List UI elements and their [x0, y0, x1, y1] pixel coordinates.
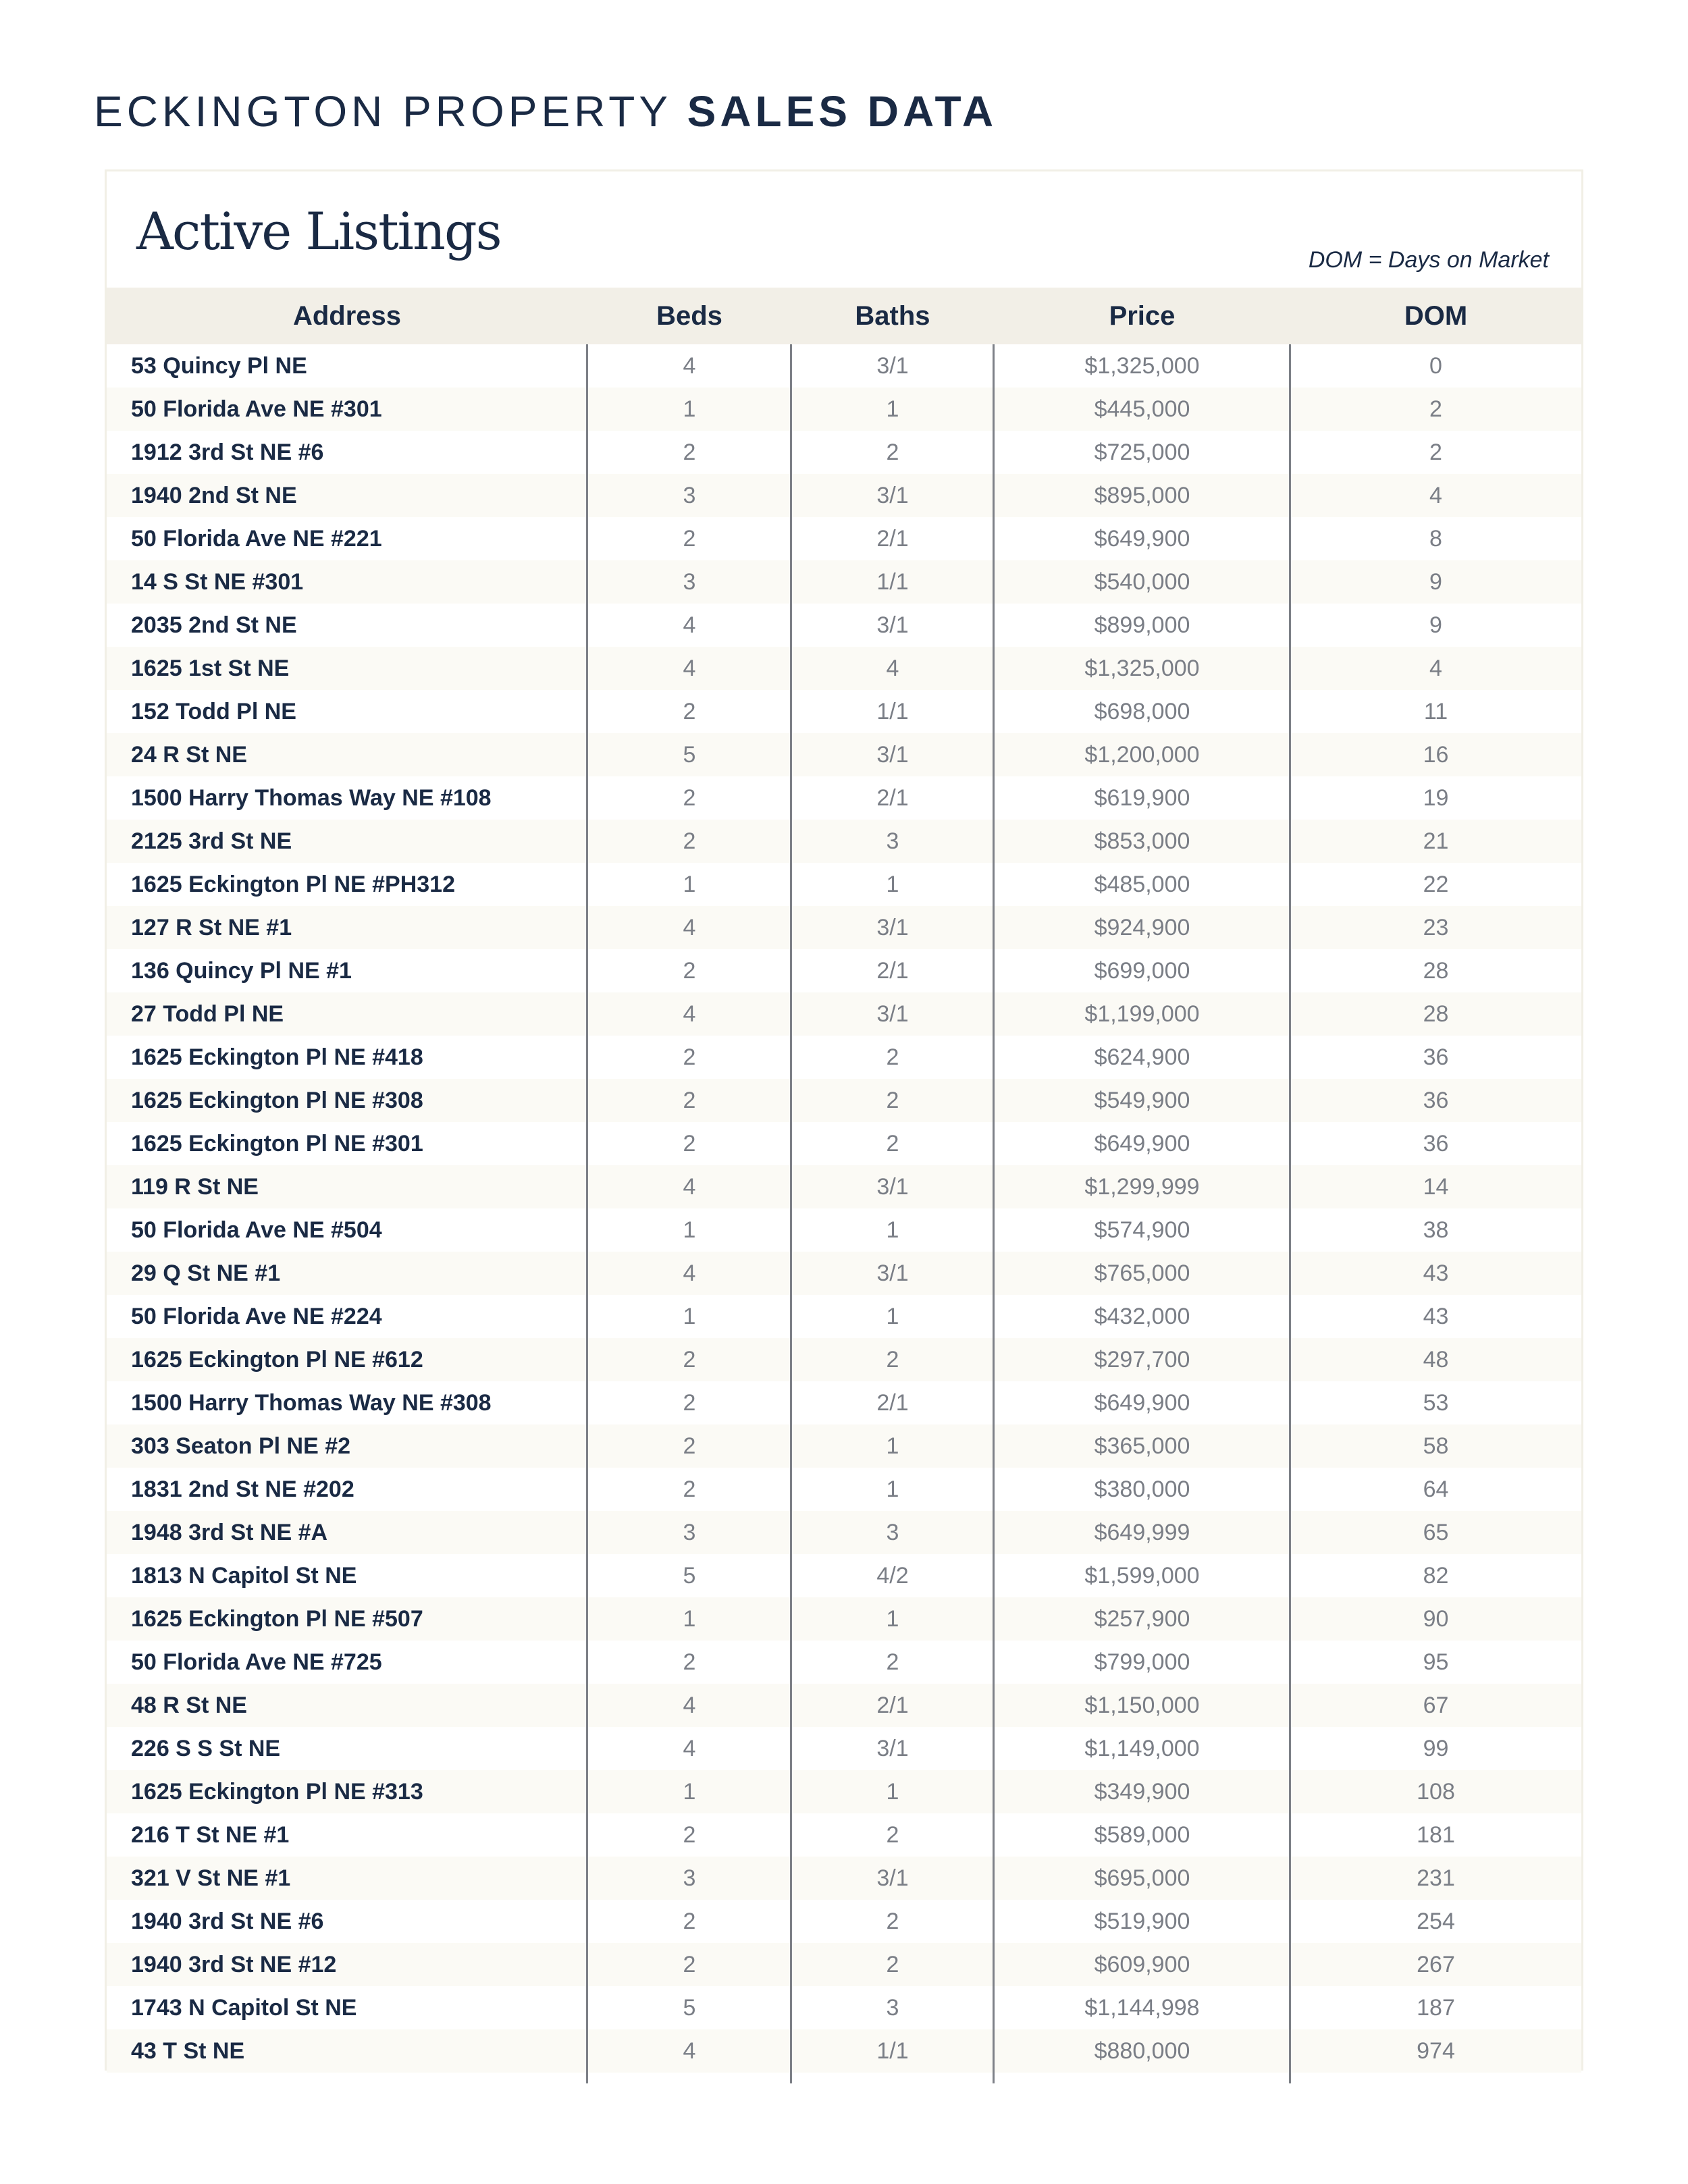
- beds-cell: 2: [683, 1131, 696, 1156]
- table-row: [107, 647, 1581, 690]
- column-divider: [586, 344, 588, 2083]
- baths-cell: 2: [886, 1952, 899, 1977]
- beds-cell: 4: [683, 1693, 696, 1718]
- address-cell: 152 Todd Pl NE: [131, 699, 296, 724]
- beds-cell: 2: [683, 785, 696, 811]
- baths-cell: 2: [886, 1347, 899, 1373]
- baths-cell: 1: [886, 872, 899, 897]
- baths-cell: 2: [886, 1088, 899, 1113]
- beds-cell: 2: [683, 1649, 696, 1675]
- beds-cell: 2: [683, 1044, 696, 1070]
- dom-cell: 974: [1417, 2038, 1455, 2064]
- price-cell: $698,000: [1094, 699, 1190, 724]
- dom-cell: 16: [1423, 742, 1449, 768]
- table-row: [107, 1511, 1581, 1554]
- table-row: [107, 1857, 1581, 1900]
- price-cell: $924,900: [1094, 915, 1190, 940]
- price-cell: $1,150,000: [1084, 1693, 1200, 1718]
- table-row: [107, 949, 1581, 992]
- beds-cell: 2: [683, 440, 696, 465]
- dom-cell: 36: [1423, 1044, 1449, 1070]
- address-cell: 50 Florida Ave NE #224: [131, 1304, 382, 1329]
- price-cell: $1,325,000: [1084, 656, 1200, 681]
- table-row: [107, 1943, 1581, 1986]
- baths-cell: 2/1: [876, 526, 909, 552]
- baths-cell: 1: [886, 1779, 899, 1805]
- baths-cell: 4: [886, 656, 899, 681]
- price-cell: $880,000: [1094, 2038, 1190, 2064]
- beds-cell: 4: [683, 656, 696, 681]
- dom-cell: 22: [1423, 872, 1449, 897]
- dom-cell: 2: [1429, 396, 1442, 422]
- baths-cell: 1: [886, 396, 899, 422]
- dom-cell: 21: [1423, 828, 1449, 854]
- baths-cell: 3/1: [876, 1174, 909, 1200]
- table-row: [107, 1295, 1581, 1338]
- table-row: [107, 1424, 1581, 1468]
- baths-cell: 2/1: [876, 958, 909, 984]
- dom-cell: 95: [1423, 1649, 1449, 1675]
- dom-cell: 9: [1429, 569, 1442, 595]
- price-cell: $519,900: [1094, 1909, 1190, 1934]
- baths-cell: 4/2: [876, 1563, 909, 1589]
- table-row: [107, 1684, 1581, 1727]
- address-cell: 1625 1st St NE: [131, 656, 290, 681]
- baths-cell: 1: [886, 1476, 899, 1502]
- beds-cell: 5: [683, 1995, 696, 2021]
- price-cell: $649,999: [1094, 1520, 1190, 1545]
- table-row: [107, 604, 1581, 647]
- dom-cell: 53: [1423, 1390, 1449, 1416]
- dom-cell: 64: [1423, 1476, 1449, 1502]
- table-row: [107, 820, 1581, 863]
- dom-cell: 11: [1423, 699, 1448, 724]
- page-title: [94, 86, 997, 136]
- column-divider: [993, 344, 995, 2083]
- price-cell: $649,900: [1094, 526, 1190, 552]
- beds-cell: 2: [683, 828, 696, 854]
- beds-cell: 2: [683, 526, 696, 552]
- table-row: [107, 1208, 1581, 1252]
- dom-cell: 36: [1423, 1131, 1449, 1156]
- address-cell: 1940 3rd St NE #6: [131, 1909, 324, 1934]
- baths-cell: 1/1: [876, 699, 909, 724]
- beds-cell: 2: [683, 1822, 696, 1848]
- dom-cell: 4: [1429, 656, 1442, 681]
- address-cell: 1500 Harry Thomas Way NE #108: [131, 785, 492, 811]
- baths-cell: 3/1: [876, 1865, 909, 1891]
- dom-cell: 9: [1429, 612, 1442, 638]
- baths-cell: 1: [886, 1217, 899, 1243]
- address-cell: 1831 2nd St NE #202: [131, 1476, 354, 1502]
- address-cell: 1743 N Capitol St NE: [131, 1995, 357, 2021]
- table-row: [107, 1641, 1581, 1684]
- baths-cell: 3/1: [876, 742, 909, 768]
- baths-cell: 1: [886, 1606, 899, 1632]
- price-cell: $799,000: [1094, 1649, 1190, 1675]
- dom-cell: 181: [1417, 1822, 1455, 1848]
- dom-legend-note: DOM = Days on Market: [1308, 247, 1549, 273]
- price-cell: $624,900: [1094, 1044, 1190, 1070]
- table-row: [107, 2029, 1581, 2073]
- column-divider: [790, 344, 792, 2083]
- address-cell: 50 Florida Ave NE #301: [131, 396, 382, 422]
- table-row: [107, 690, 1581, 733]
- beds-cell: 4: [683, 1260, 696, 1286]
- price-cell: $380,000: [1094, 1476, 1190, 1502]
- address-cell: 27 Todd Pl NE: [131, 1001, 284, 1027]
- listings-table: [107, 288, 1581, 2073]
- baths-cell: 3: [886, 1520, 899, 1545]
- price-cell: $589,000: [1094, 1822, 1190, 1848]
- beds-cell: 1: [683, 1606, 696, 1632]
- dom-cell: 43: [1423, 1304, 1449, 1329]
- beds-cell: 2: [683, 1909, 696, 1934]
- dom-cell: 2: [1429, 440, 1442, 465]
- dom-cell: 38: [1423, 1217, 1449, 1243]
- baths-cell: 2: [886, 1044, 899, 1070]
- address-cell: 226 S S St NE: [131, 1736, 281, 1761]
- column-header-dom: DOM: [1404, 300, 1468, 331]
- price-cell: $699,000: [1094, 958, 1190, 984]
- address-cell: 1813 N Capitol St NE: [131, 1563, 357, 1589]
- price-cell: $1,325,000: [1084, 353, 1200, 379]
- dom-cell: 4: [1429, 483, 1442, 508]
- price-cell: $297,700: [1094, 1347, 1190, 1373]
- table-row: [107, 1554, 1581, 1597]
- table-row: [107, 517, 1581, 560]
- address-cell: 1940 3rd St NE #12: [131, 1952, 337, 1977]
- table-header: [107, 288, 1581, 344]
- baths-cell: 3/1: [876, 915, 909, 940]
- table-row: [107, 1727, 1581, 1770]
- address-cell: 303 Seaton Pl NE #2: [131, 1433, 351, 1459]
- beds-cell: 3: [683, 483, 696, 508]
- baths-cell: 3: [886, 1995, 899, 2021]
- beds-cell: 5: [683, 1563, 696, 1589]
- address-cell: 2125 3rd St NE: [131, 828, 292, 854]
- price-cell: $725,000: [1094, 440, 1190, 465]
- baths-cell: 3/1: [876, 612, 909, 638]
- address-cell: 29 Q St NE #1: [131, 1260, 281, 1286]
- baths-cell: 1/1: [876, 569, 909, 595]
- column-header-address: Address: [292, 300, 402, 331]
- table-row: [107, 1165, 1581, 1208]
- dom-cell: 28: [1423, 1001, 1449, 1027]
- baths-cell: 2: [886, 1822, 899, 1848]
- dom-cell: 14: [1423, 1174, 1449, 1200]
- dom-cell: 36: [1423, 1088, 1449, 1113]
- table-row: [107, 1813, 1581, 1857]
- table-row: [107, 992, 1581, 1036]
- page-title-bold: SALES DATA: [687, 87, 998, 136]
- dom-cell: 23: [1423, 915, 1449, 940]
- table-row: [107, 1381, 1581, 1424]
- dom-cell: 267: [1417, 1952, 1455, 1977]
- address-cell: 14 S St NE #301: [131, 569, 304, 595]
- address-cell: 1625 Eckington Pl NE #301: [131, 1131, 423, 1156]
- price-cell: $895,000: [1094, 483, 1190, 508]
- baths-cell: 3/1: [876, 483, 909, 508]
- beds-cell: 1: [683, 1304, 696, 1329]
- price-cell: $1,199,000: [1084, 1001, 1200, 1027]
- dom-cell: 90: [1423, 1606, 1449, 1632]
- address-cell: 24 R St NE: [131, 742, 247, 768]
- address-cell: 216 T St NE #1: [131, 1822, 290, 1848]
- listings-card: [105, 169, 1583, 2071]
- table-row: [107, 474, 1581, 517]
- table-row: [107, 733, 1581, 776]
- column-header-price: Price: [1109, 300, 1176, 331]
- baths-cell: 2/1: [876, 1390, 909, 1416]
- table-row: [107, 1122, 1581, 1165]
- dom-cell: 187: [1417, 1995, 1455, 2021]
- beds-cell: 4: [683, 2038, 696, 2064]
- beds-cell: 2: [683, 1088, 696, 1113]
- price-cell: $485,000: [1094, 872, 1190, 897]
- price-cell: $1,144,998: [1084, 1995, 1200, 2021]
- address-cell: 50 Florida Ave NE #504: [131, 1217, 382, 1243]
- baths-cell: 3/1: [876, 1001, 909, 1027]
- baths-cell: 2: [886, 1649, 899, 1675]
- table-row: [107, 1468, 1581, 1511]
- baths-cell: 3/1: [876, 1260, 909, 1286]
- table-row: [107, 906, 1581, 949]
- table-row: [107, 431, 1581, 474]
- beds-cell: 4: [683, 1001, 696, 1027]
- price-cell: $1,149,000: [1084, 1736, 1200, 1761]
- address-cell: 1625 Eckington Pl NE #PH312: [131, 872, 455, 897]
- price-cell: $695,000: [1094, 1865, 1190, 1891]
- table-body: [107, 344, 1581, 2073]
- beds-cell: 5: [683, 742, 696, 768]
- address-cell: 50 Florida Ave NE #725: [131, 1649, 382, 1675]
- address-cell: 1625 Eckington Pl NE #308: [131, 1088, 423, 1113]
- price-cell: $540,000: [1094, 569, 1190, 595]
- price-cell: $574,900: [1094, 1217, 1190, 1243]
- beds-cell: 2: [683, 1347, 696, 1373]
- price-cell: $432,000: [1094, 1304, 1190, 1329]
- table-row: [107, 1338, 1581, 1381]
- beds-cell: 4: [683, 915, 696, 940]
- baths-cell: 2: [886, 1909, 899, 1934]
- price-cell: $609,900: [1094, 1952, 1190, 1977]
- baths-cell: 2: [886, 1131, 899, 1156]
- address-cell: 1625 Eckington Pl NE #418: [131, 1044, 423, 1070]
- baths-cell: 1: [886, 1433, 899, 1459]
- beds-cell: 4: [683, 353, 696, 379]
- section-title: Active Listings: [136, 201, 501, 261]
- beds-cell: 4: [683, 1174, 696, 1200]
- table-row: [107, 1770, 1581, 1813]
- table-row: [107, 1079, 1581, 1122]
- price-cell: $1,599,000: [1084, 1563, 1200, 1589]
- beds-cell: 1: [683, 1217, 696, 1243]
- address-cell: 1948 3rd St NE #A: [131, 1520, 328, 1545]
- address-cell: 1500 Harry Thomas Way NE #308: [131, 1390, 492, 1416]
- address-cell: 50 Florida Ave NE #221: [131, 526, 382, 552]
- address-cell: 127 R St NE #1: [131, 915, 292, 940]
- address-cell: 1625 Eckington Pl NE #313: [131, 1779, 423, 1805]
- price-cell: $445,000: [1094, 396, 1190, 422]
- address-cell: 2035 2nd St NE: [131, 612, 297, 638]
- address-cell: 43 T St NE: [131, 2038, 245, 2064]
- beds-cell: 2: [683, 699, 696, 724]
- beds-cell: 4: [683, 612, 696, 638]
- beds-cell: 2: [683, 1390, 696, 1416]
- address-cell: 1625 Eckington Pl NE #612: [131, 1347, 423, 1373]
- baths-cell: 2: [886, 440, 899, 465]
- beds-cell: 1: [683, 1779, 696, 1805]
- table-row: [107, 863, 1581, 906]
- beds-cell: 1: [683, 396, 696, 422]
- dom-cell: 67: [1423, 1693, 1449, 1718]
- table-row: [107, 776, 1581, 820]
- beds-cell: 2: [683, 1952, 696, 1977]
- dom-cell: 65: [1423, 1520, 1449, 1545]
- dom-cell: 58: [1423, 1433, 1449, 1459]
- beds-cell: 3: [683, 569, 696, 595]
- table-row: [107, 560, 1581, 604]
- column-header-baths: Baths: [855, 300, 930, 331]
- table-row: [107, 1252, 1581, 1295]
- page-title-light: ECKINGTON PROPERTY: [94, 87, 671, 136]
- dom-cell: 8: [1429, 526, 1442, 552]
- beds-cell: 4: [683, 1736, 696, 1761]
- price-cell: $765,000: [1094, 1260, 1190, 1286]
- address-cell: 119 R St NE: [131, 1174, 259, 1200]
- beds-cell: 2: [683, 1433, 696, 1459]
- dom-cell: 99: [1423, 1736, 1449, 1761]
- price-cell: $349,900: [1094, 1779, 1190, 1805]
- dom-cell: 254: [1417, 1909, 1455, 1934]
- table-row: [107, 1036, 1581, 1079]
- dom-cell: 19: [1423, 785, 1449, 811]
- price-cell: $649,900: [1094, 1131, 1190, 1156]
- baths-cell: 1/1: [876, 2038, 909, 2064]
- baths-cell: 2/1: [876, 1693, 909, 1718]
- baths-cell: 3/1: [876, 1736, 909, 1761]
- price-cell: $899,000: [1094, 612, 1190, 638]
- address-cell: 53 Quincy Pl NE: [131, 353, 307, 379]
- dom-cell: 0: [1429, 353, 1442, 379]
- table-row: [107, 1597, 1581, 1641]
- table-row: [107, 344, 1581, 388]
- beds-cell: 1: [683, 872, 696, 897]
- address-cell: 1625 Eckington Pl NE #507: [131, 1606, 423, 1632]
- beds-cell: 3: [683, 1520, 696, 1545]
- address-cell: 1912 3rd St NE #6: [131, 440, 324, 465]
- dom-cell: 43: [1423, 1260, 1449, 1286]
- address-cell: 321 V St NE #1: [131, 1865, 291, 1891]
- price-cell: $549,900: [1094, 1088, 1190, 1113]
- beds-cell: 3: [683, 1865, 696, 1891]
- beds-cell: 2: [683, 958, 696, 984]
- baths-cell: 2/1: [876, 785, 909, 811]
- baths-cell: 3: [886, 828, 899, 854]
- price-cell: $365,000: [1094, 1433, 1190, 1459]
- price-cell: $853,000: [1094, 828, 1190, 854]
- dom-cell: 82: [1423, 1563, 1449, 1589]
- column-divider: [1289, 344, 1291, 2083]
- dom-cell: 28: [1423, 958, 1449, 984]
- address-cell: 48 R St NE: [131, 1693, 247, 1718]
- price-cell: $257,900: [1094, 1606, 1190, 1632]
- beds-cell: 2: [683, 1476, 696, 1502]
- table-row: [107, 1986, 1581, 2029]
- price-cell: $649,900: [1094, 1390, 1190, 1416]
- dom-cell: 48: [1423, 1347, 1449, 1373]
- baths-cell: 3/1: [876, 353, 909, 379]
- column-header-beds: Beds: [656, 300, 722, 331]
- price-cell: $619,900: [1094, 785, 1190, 811]
- dom-cell: 231: [1417, 1865, 1455, 1891]
- address-cell: 1940 2nd St NE: [131, 483, 297, 508]
- table-row: [107, 1900, 1581, 1943]
- price-cell: $1,200,000: [1084, 742, 1200, 768]
- table-row: [107, 388, 1581, 431]
- dom-cell: 108: [1417, 1779, 1455, 1805]
- address-cell: 136 Quincy Pl NE #1: [131, 958, 352, 984]
- baths-cell: 1: [886, 1304, 899, 1329]
- price-cell: $1,299,999: [1084, 1174, 1200, 1200]
